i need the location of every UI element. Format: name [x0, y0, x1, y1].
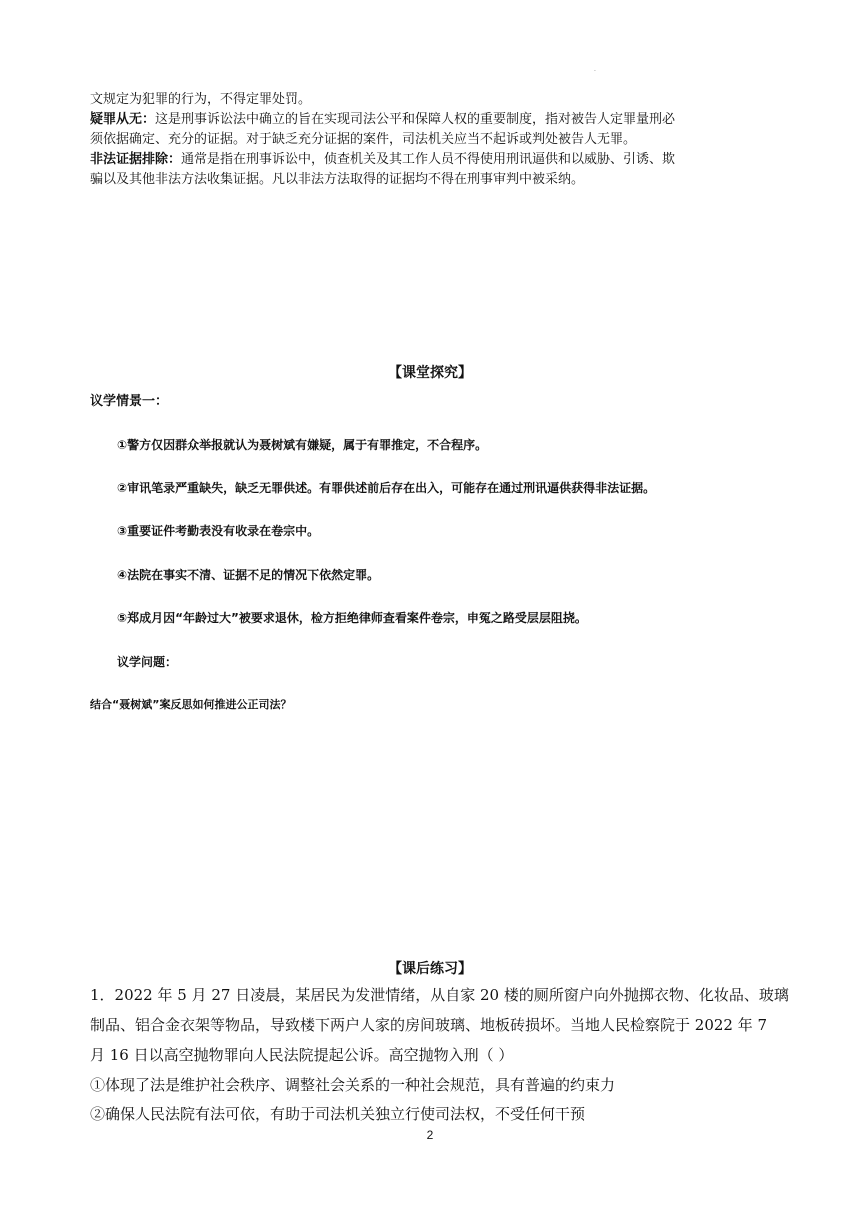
scenario-item-5: ⑤郑成月因“年龄过大”被要求退休，检方拒绝律师查看案件卷宗，申冤之路受层层阻挠。	[117, 611, 587, 625]
section-title-exploration: 【课堂探究】	[388, 365, 472, 381]
definition-text-illegal-b: 骗以及其他非法方法收集证据。凡以非法方法取得的证据均不得在刑事审判中被采纳。	[90, 172, 585, 187]
practice-option-1: ①体现了法是维护社会秩序、调整社会关系的一种社会规范，具有普遍的约束力	[90, 1076, 616, 1094]
practice-line-2: 制品、铝合金衣架等物品，导致楼下两户人家的房间玻璃、地板砖损坏。当地人民检察院于 2022 年 7	[90, 1016, 768, 1034]
scenario-item-1: ①警方仅因群众举报就认为聂树斌有嫌疑，属于有罪推定，不合程序。	[117, 438, 488, 452]
header-mark: .	[594, 66, 596, 73]
scenario-item-3: ③重要证件考勤表没有收录在卷宗中。	[117, 524, 320, 538]
scenario-label: 议学情景一：	[90, 394, 169, 409]
definition-text-doubt-b: 须依据确定、充分的证据。对于缺乏充分证据的案件，司法机关应当不起诉或判处被告人无罪。	[90, 132, 637, 147]
definition-illegal-evidence	[90, 150, 790, 170]
definition-term-illegal-evidence: 非法证据排除：	[90, 152, 182, 167]
question-label: 议学问题：	[117, 655, 178, 669]
definition-line-1: 文规定为犯罪的行为，不得定罪处罚。	[90, 92, 312, 107]
definition-doubt	[90, 110, 790, 130]
page-number: 2	[426, 1128, 434, 1142]
scenario-item-2: ②审讯笔录严重缺失，缺乏无罪供述。有罪供述前后存在出入，可能存在通过刑讯逼供获得非法证据。	[117, 481, 656, 495]
practice-option-2: ②确保人民法院有法可依，有助于司法机关独立行使司法权，不受任何干预	[90, 1105, 586, 1123]
practice-line-3: 月 16 日以高空抛物罪向人民法院提起公诉。高空抛物入刑（ ）	[90, 1046, 514, 1064]
definition-text-illegal-a: 通常是指在刑事诉讼中，侦查机关及其工作人员不得使用刑讯逼供和以威胁、引诱、欺	[181, 152, 676, 167]
definition-text-doubt-a: 这是刑事诉讼法中确立的旨在实现司法公平和保障人权的重要制度，指对被告人定罪量刑必	[155, 112, 676, 127]
practice-line-1: 1．2022 年 5 月 27 日凌晨，某居民为发泄情绪，从自家 20 楼的厕所窗户向外抛掷衣物、化妆品、玻璃	[90, 986, 789, 1004]
definition-term-doubt: 疑罪从无：	[90, 112, 156, 127]
scenario-item-4: ④法院在事实不清、证据不足的情况下依然定罪。	[117, 568, 380, 582]
section-title-practice: 【课后练习】	[388, 961, 472, 977]
discussion-question: 结合“聂树斌”案反思如何推进公正司法？	[90, 698, 292, 711]
